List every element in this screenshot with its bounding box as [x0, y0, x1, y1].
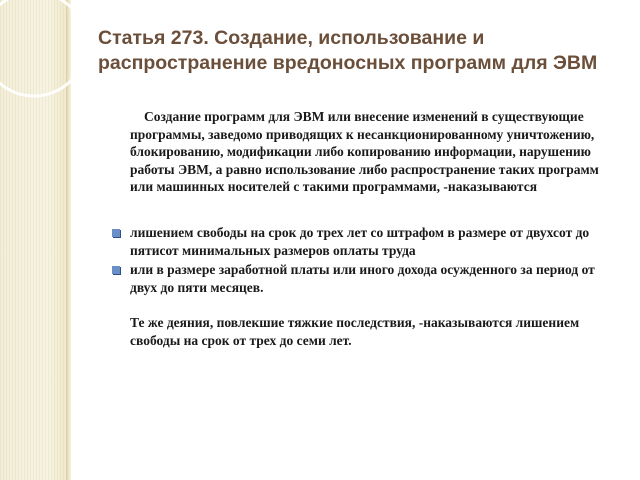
continuation-paragraph: Те же деяния, повлекшие тяжкие последствия, -наказываются лишением свободы на срок от трех до семи лет.	[130, 315, 580, 348]
bullet-item	[104, 224, 616, 259]
intro-paragraph: Создание программ для ЭВМ или внесение изменений в существующие программы, заведомо приводящих к несанкционированному уничтожению, блокированию, модификации либо копированию информации, нарушению работы ЭВМ, а равно использование либо распространение таких программ или машинных носителей с такими программами, -наказываются	[130, 109, 599, 195]
bullet-text: лишением свободы на срок до трех лет со штрафом в размере от двухсот до пятисот минимальных размеров оплаты труда	[130, 224, 590, 258]
bullet-text: или в размере заработной платы или иного дохода осужденного за период от двух до пяти месяцев.	[130, 262, 595, 295]
square-bullet-icon	[112, 229, 120, 237]
slide-body	[104, 108, 616, 350]
decorative-ring-large	[0, 0, 86, 96]
bullet-list	[104, 224, 616, 296]
slide-title: Статья 273. Создание, использование и распространение вредоносных программ для ЭВМ	[98, 27, 598, 74]
square-bullet-icon	[112, 266, 120, 274]
bullet-item	[104, 261, 616, 296]
